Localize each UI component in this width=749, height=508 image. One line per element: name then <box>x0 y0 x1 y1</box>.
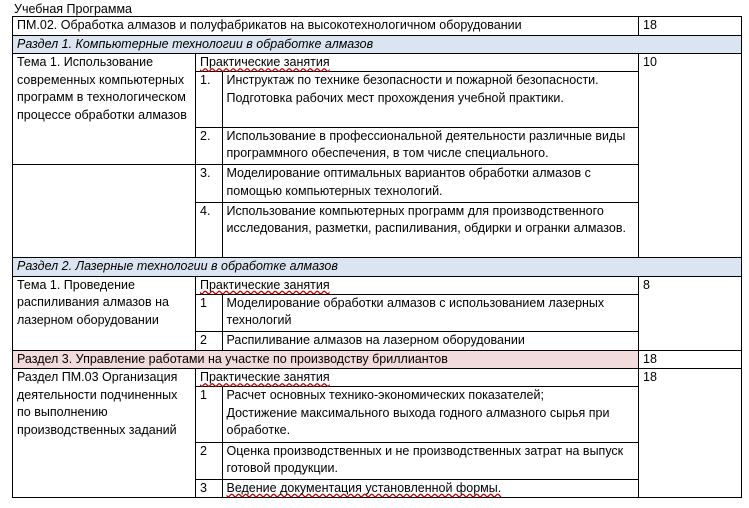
section2-header-row <box>13 258 742 277</box>
section1-items-table-a <box>196 72 638 164</box>
section1-topic-empty <box>13 165 196 258</box>
section3-item-2 <box>196 442 638 479</box>
item-text: Ведение документация установленной формы. <box>222 479 638 497</box>
section2-practice-label: Практические занятия <box>196 277 638 295</box>
item-text: Расчет основных технико-экономических показателей; Достижение максимального выхода годного алмазного сырья при обработке. <box>222 387 638 442</box>
section1-hours: 10 <box>639 54 742 165</box>
module-hours: 18 <box>639 17 742 36</box>
module-label: ПМ.02. Обработка алмазов и полуфабрикатов на высокотехнологичном оборудовании <box>13 17 639 36</box>
item-text: Моделирование оптимальных вариантов обработки алмазов с помощью компьютерных технологий. <box>222 165 638 202</box>
section2-hours: 8 <box>639 276 742 350</box>
section1-topic: Тема 1. Использование современных компьютерных программ в технологическом процессе обработки алмазов <box>13 54 196 165</box>
curriculum-table <box>12 16 742 498</box>
section2-practice-cell <box>196 276 639 350</box>
section3-item-3 <box>196 479 638 497</box>
section1-row-a <box>13 54 742 165</box>
section3-topic: Раздел ПМ.03 Организация деятельности подчиненных по выполнению производственных заданий <box>13 369 196 498</box>
item-number: 1. <box>196 72 222 127</box>
section1-header-row <box>13 35 742 54</box>
section1-practice-cell <box>196 54 639 165</box>
item-number: 3 <box>196 479 222 497</box>
item-number: 2. <box>196 127 222 164</box>
section3-header-row <box>13 350 742 369</box>
section1-item-2 <box>196 127 638 164</box>
section2-label: Раздел 2. Лазерные технологии в обработке алмазов <box>13 258 742 277</box>
section1-item-3 <box>196 165 638 202</box>
section3-row <box>13 369 742 498</box>
item-number: 1 <box>196 387 222 442</box>
section2-item-1 <box>196 295 638 332</box>
item-text: Оценка производственных и не производственных затрат на выпуск готовой продукции. <box>222 442 638 479</box>
section3-topic-hours: 18 <box>639 369 742 498</box>
section3-practice-cell <box>196 369 639 498</box>
section1-label: Раздел 1. Компьютерные технологии в обработке алмазов <box>13 35 742 54</box>
module-row <box>13 17 742 36</box>
item-text: Распиливание алмазов на лазерном оборудовании <box>222 332 638 350</box>
section1-items-table-b <box>196 165 638 257</box>
item-text: Использование компьютерных программ для производственного исследования, разметки, распиливания, обдирки и огранки алмазов. <box>222 202 638 257</box>
section1-practice-label: Практические занятия <box>196 54 638 72</box>
item-text: Использование в профессиональной деятельности различные виды программного обеспечения, в том числе специального. <box>222 127 638 164</box>
item-number: 4. <box>196 202 222 257</box>
section1-practice-cell-2 <box>196 165 639 258</box>
section2-row <box>13 276 742 350</box>
item-text: Инструктаж по технике безопасности и пожарной безопасности. Подготовка рабочих мест прохождения учебной практики. <box>222 72 638 127</box>
section2-topic: Тема 1. Проведение распиливания алмазов на лазерном оборудовании <box>13 276 196 350</box>
section3-label: Раздел 3. Управление работами на участке по производству бриллиантов <box>13 350 639 369</box>
item-number: 3. <box>196 165 222 202</box>
section3-item-1 <box>196 387 638 442</box>
section3-items-table <box>196 387 638 497</box>
section1-hours-empty <box>639 165 742 258</box>
document-title: Учебная Программа <box>14 2 133 16</box>
section1-row-b <box>13 165 742 258</box>
section2-item-2 <box>196 332 638 350</box>
section1-item-4 <box>196 202 638 257</box>
item-number: 1 <box>196 295 222 332</box>
section1-item-1 <box>196 72 638 127</box>
section3-practice-label: Практические занятия <box>196 369 638 387</box>
section3-hours: 18 <box>639 350 742 369</box>
item-number: 2 <box>196 442 222 479</box>
section2-items-table <box>196 295 638 350</box>
item-text: Моделирование обработки алмазов с использованием лазерных технологий <box>222 295 638 332</box>
item-number: 2 <box>196 332 222 350</box>
